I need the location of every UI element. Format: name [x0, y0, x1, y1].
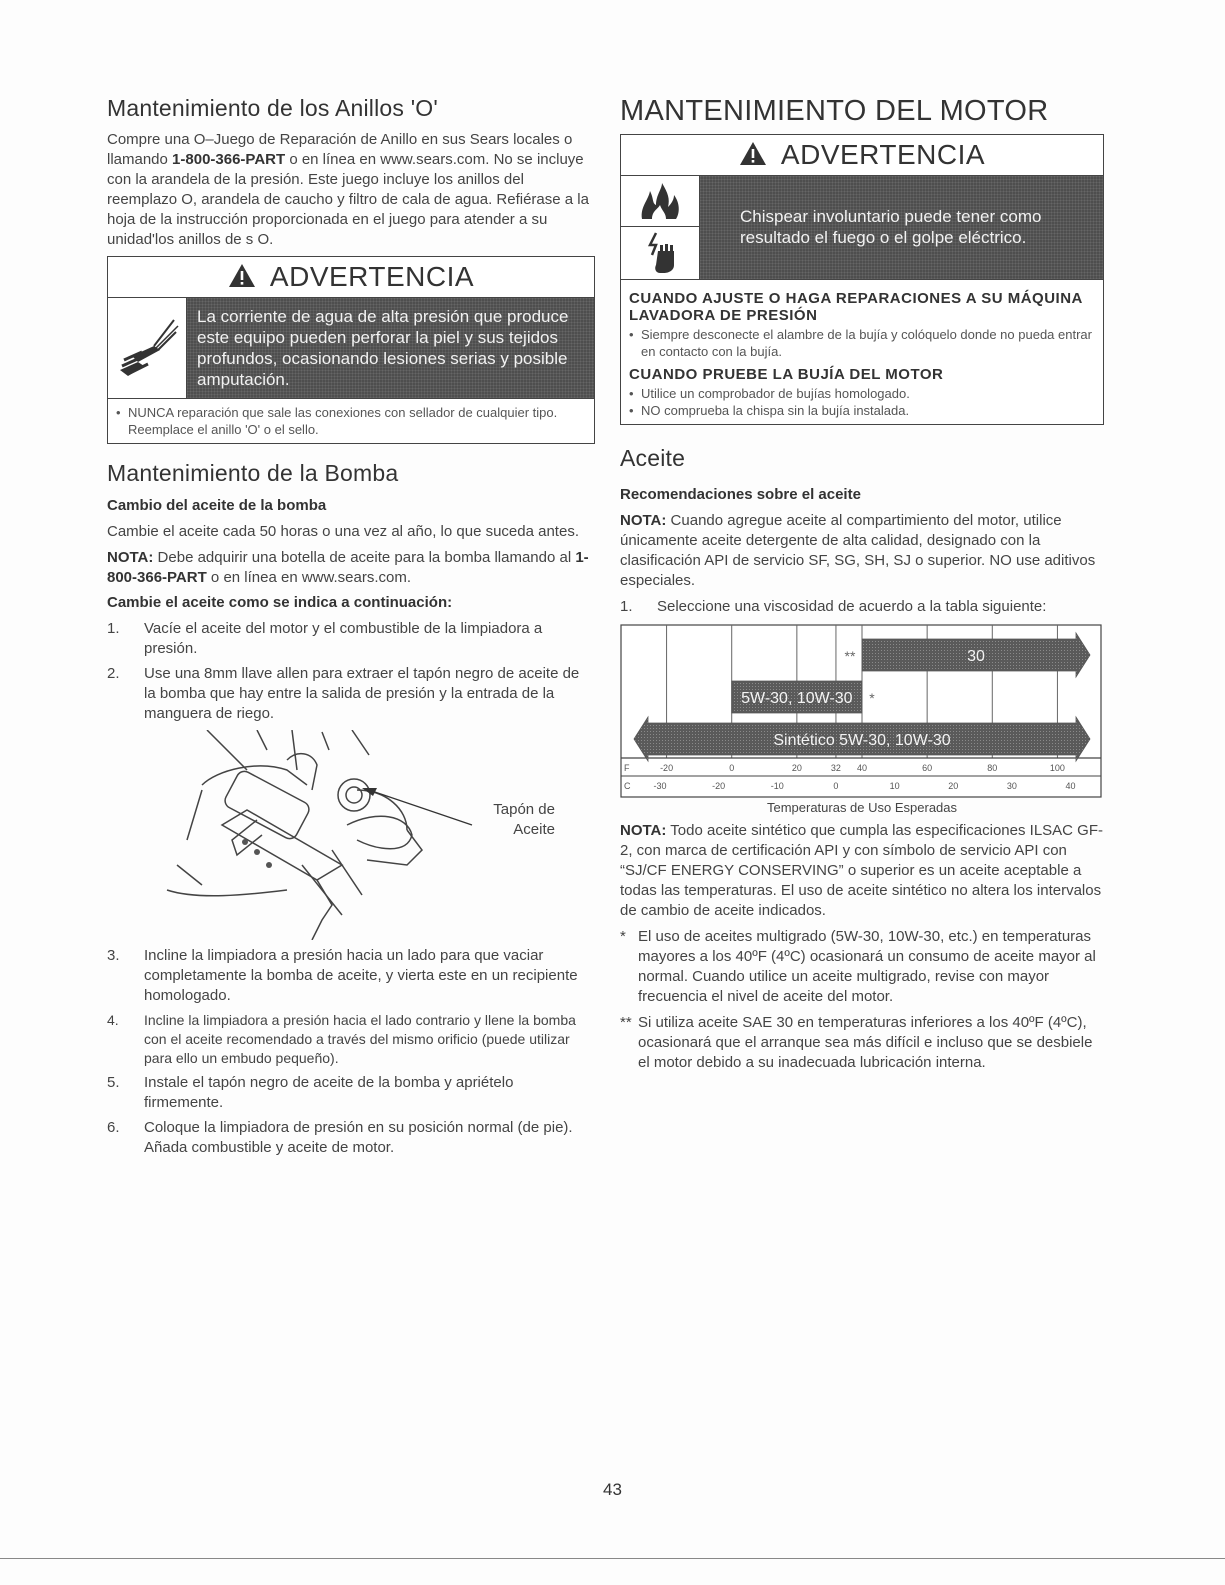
c-tick-label: -30 — [653, 780, 667, 791]
warning-bullet: • Utilice un comprobador de bujías homologado. — [629, 385, 910, 401]
step-item: 6. Coloque la limpiadora de presión en su posición normal (de pie). Añada combustible y aceite de motor. — [107, 1118, 573, 1156]
oring-title: Mantenimiento de los Anillos 'O' — [107, 95, 438, 121]
f-tick-label: 100 — [1049, 762, 1065, 773]
pump-steps-a — [107, 619, 595, 724]
viscosity-chart — [620, 623, 1104, 798]
pump-steps-b — [107, 946, 595, 1158]
pump-subheading-steps: Cambie el aceite como se indica a continuación: — [107, 593, 453, 611]
f-tick-label: 20 — [791, 762, 802, 773]
bar-mark: * — [869, 689, 875, 706]
pump-oil-plug-figure — [107, 730, 595, 940]
step-item: 3. Incline la limpiadora a presión hacia un lado para que vaciar completamente la bomba de aceite, y vierta este en un recipiente homologado. — [107, 946, 578, 1004]
fire-icon — [621, 176, 699, 227]
f-tick-label: 60 — [922, 762, 933, 773]
step-item: 2. Use una 8mm llave allen para extraer el tapón negro de aceite de la bomba que hay entre la salida de presión y la entrada de la manguera de riego. — [107, 664, 580, 722]
chart-caption: Temperaturas de Uso Esperadas — [766, 799, 958, 815]
warning-heading-spark: CUANDO PRUEBE LA BUJÍA DEL MOTOR — [629, 365, 944, 383]
footnote-single-star: * El uso de aceites multigrado (5W-30, 10W-30, etc.) en temperaturas mayores a los 40ºF (4ºC) ocasionará un consumo de aceite mayor al normal. Cuando utilice un aceite multigrado, revise con mayor frecuencia el nivel de aceite del motor. — [620, 927, 1096, 1005]
warning-bullet: • Siempre desconecte el alambre de la bujía y colóquelo donde no pueda entrar en contacto con la bujía. — [629, 326, 1092, 359]
f-axis-label: F — [624, 762, 630, 773]
oil-note-synthetic: NOTA: Todo aceite sintético que cumpla las especificaciones ILSAC GF-2, con marca de certificación API y con símbolo de servicio API con “SJ/CF ENERGY CONSERVING” o superior es un aceite aceptable a todas las temperaturas. El uso de aceite sintético no altera los intervalos de cambio de aceite indicados. — [620, 821, 1104, 919]
left-column — [107, 95, 595, 1163]
viscosity-chart-svg — [620, 623, 1102, 798]
c-tick-label: 30 — [1006, 780, 1017, 791]
oring-paragraph: Compre una O–Juego de Reparación de Anillo en sus Sears locales o llamando 1-800-366-PART o en línea en www.sears.com. No se incluye con la arandela de la presión. Este juego incluye los anillos del reemplazo O, arandela de caucho y filtro de cala de agua. Refiérase a la hoja de la instrucción proporcionada en el juego para atender a su unidad'los anillos de s O. — [107, 131, 589, 248]
oring-hazard-text: La corriente de agua de alta presión que produce este equipo pueden perforar la piel y sus tejidos profundos, ocasionando lesiones serias y posible amputación. — [187, 298, 594, 398]
step-item: 1. Seleccione una viscosidad de acuerdo a la tabla siguiente: — [620, 597, 1047, 615]
c-tick-label: 20 — [948, 780, 959, 791]
pump-note: NOTA: Debe adquirir una botella de aceite para la bomba llamando al 1-800-366-PART o en línea en www.sears.com. — [107, 548, 589, 586]
oil-title: Aceite — [620, 444, 686, 471]
c-axis-label: C — [624, 780, 631, 791]
pump-paragraph-1: Cambie el aceite cada 50 horas o una vez al año, lo que suceda antes. — [107, 522, 579, 540]
c-tick-label: -20 — [712, 780, 726, 791]
oil-subheading: Recomendaciones sobre el aceite — [620, 485, 861, 503]
f-tick-label: 40 — [856, 762, 868, 773]
bottom-rule — [0, 1558, 1225, 1559]
warning-triangle-icon — [228, 263, 256, 295]
bar-mark: ** — [844, 647, 856, 664]
f-tick-label: 0 — [729, 762, 735, 773]
f-tick-label: -20 — [660, 762, 674, 773]
warning-heading-adjust: CUANDO AJUSTE O HAGA REPARACIONES A SU MÁQUINA LAVADORA DE PRESIÓN — [629, 289, 1083, 324]
step-item: 1. Vacíe el aceite del motor y el combustible de la limpiadora a presión. — [107, 619, 543, 657]
f-tick-label: 32 — [830, 762, 841, 773]
step-item: 4. Incline la limpiadora a presión hacia el lado contrario y llene la bomba con el aceite recomendado a través del mismo orificio (puede utilizar para ello un embudo pequeño). — [107, 1011, 576, 1066]
c-tick-label: 10 — [889, 780, 900, 791]
engine-maintenance-title: MANTENIMIENTO DEL MOTOR — [620, 95, 1049, 127]
c-tick-label: 0 — [833, 780, 839, 791]
engine-warning-box — [620, 134, 1104, 425]
warning-triangle-icon — [739, 141, 767, 173]
oring-warning-note: • NUNCA reparación que sale las conexiones con sellador de cualquier tipo. Reemplace el anillo 'O' o el sello. — [116, 404, 558, 437]
c-tick-label: -10 — [770, 780, 784, 791]
bar-label: 5W-30, 10W-30 — [741, 689, 853, 707]
pump-title: Mantenimiento de la Bomba — [107, 459, 399, 486]
warning-header: ADVERTENCIA — [621, 135, 1103, 175]
electric-shock-icon — [621, 227, 699, 279]
bar-label: Sintético 5W-30, 10W-30 — [773, 731, 951, 749]
engine-hazard-text: Chispear involuntario puede tener como resultado el fuego o el golpe eléctrico. — [700, 176, 1103, 279]
oil-plug-label: Tapón de Aceite — [493, 800, 555, 838]
bar-label: 30 — [967, 647, 985, 665]
pump-subheading-oil-change: Cambio del aceite de la bomba — [107, 496, 327, 514]
page-number: 43 — [603, 1480, 622, 1499]
step-item: 5. Instale el tapón negro de aceite de la bomba y apriételo firmemente. — [107, 1073, 514, 1111]
warning-header: ADVERTENCIA — [108, 257, 594, 297]
footnote-double-star: ** Si utiliza aceite SAE 30 en temperaturas inferiores a los 40ºF (4ºC), ocasionará que el arranque sea más difícil e incluso que se desbiele el motor debido a su inadecuada lubricación interna. — [620, 1013, 1093, 1071]
right-column — [620, 95, 1104, 1079]
oring-warning-box — [107, 256, 595, 444]
c-tick-label: 40 — [1065, 780, 1076, 791]
f-tick-label: 80 — [987, 762, 998, 773]
high-pressure-injection-icon — [108, 298, 187, 398]
warning-bullet: • NO comprueba la chispa sin la bujía instalada. — [629, 402, 910, 418]
oil-paragraph-1: NOTA: Cuando agregue aceite al compartimiento del motor, utilice únicamente aceite detergente de alta calidad, designado con la clasificación API de servicio SF, SG, SH, SJ o superior. NO use aditivos especiales. — [620, 511, 1096, 589]
